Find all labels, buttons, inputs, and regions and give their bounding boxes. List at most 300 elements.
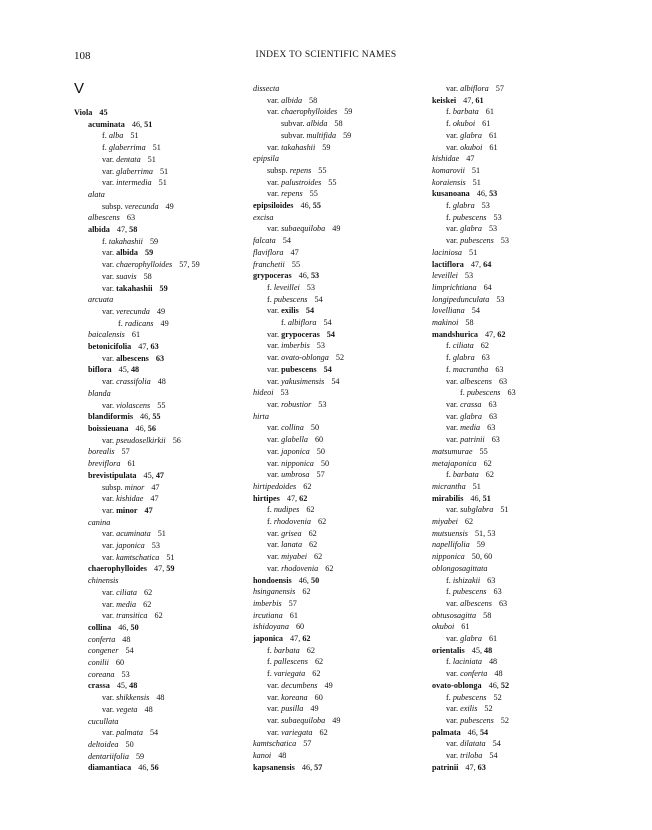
name-part: minor	[124, 482, 145, 492]
page-ref: 46,	[301, 762, 315, 772]
name-part: pubescens	[452, 587, 487, 597]
entry-pages	[150, 237, 158, 246]
page-ref: 61	[485, 107, 494, 117]
name-part: shikkensis	[116, 693, 150, 703]
entry-name	[432, 248, 462, 257]
index-entry	[253, 516, 352, 528]
entry-name	[267, 728, 313, 737]
name-part: var.	[446, 376, 461, 386]
index-entry	[432, 610, 516, 622]
index-entry	[253, 750, 352, 762]
entry-name	[102, 260, 172, 269]
name-part: subsp.	[267, 165, 290, 175]
entry-name	[432, 646, 465, 655]
page-ref: 46,	[135, 423, 148, 433]
index-entry	[432, 493, 516, 505]
name-part: conferta	[460, 669, 488, 679]
entry-pages	[117, 681, 137, 690]
entry-name	[432, 318, 458, 327]
name-part: intermedia	[116, 178, 152, 188]
page-ref: 51	[130, 131, 139, 141]
entry-name	[446, 365, 488, 374]
entry-name	[432, 540, 470, 549]
entry-name	[267, 716, 325, 725]
entry-name	[267, 552, 307, 561]
page-ref: 45,	[143, 470, 156, 480]
index-entry	[432, 270, 516, 282]
entry-name	[267, 447, 310, 456]
page-ref: 54	[305, 306, 315, 316]
name-part: subsp.	[102, 482, 125, 492]
index-entry	[74, 669, 200, 681]
page-ref: 59	[144, 248, 154, 258]
page-ref: 51	[472, 177, 481, 187]
entry-name	[267, 657, 308, 666]
page-ref: 51	[144, 119, 153, 129]
index-entry	[74, 388, 200, 400]
entry-pages	[484, 704, 492, 713]
name-part: var.	[267, 376, 282, 386]
entry-name	[432, 271, 458, 280]
page-ref: 46,	[488, 680, 501, 690]
name-part: albida	[281, 95, 303, 105]
page-ref: 54	[331, 376, 340, 386]
entry-pages	[315, 657, 323, 666]
name-part: dentariifolia	[88, 751, 129, 761]
index-entry	[74, 400, 200, 412]
name-part: hideoi	[253, 388, 274, 398]
name-part: var.	[446, 224, 461, 234]
name-part: diamantiaca	[88, 763, 132, 773]
page-ref: 63	[477, 762, 486, 772]
name-part: var.	[102, 178, 117, 188]
index-entry	[253, 294, 352, 306]
name-part: albiflora	[287, 318, 317, 328]
page-ref: 58	[309, 95, 318, 105]
page-ref: 55	[318, 165, 327, 175]
entry-pages	[116, 658, 124, 667]
name-part: okuboi	[452, 119, 476, 129]
name-part: var.	[102, 400, 117, 410]
entry-name	[253, 482, 296, 491]
index-entry	[253, 563, 352, 575]
index-entry	[253, 528, 352, 540]
entry-pages	[496, 84, 504, 93]
entry-name	[267, 400, 311, 409]
index-entry	[432, 434, 516, 446]
entry-name	[432, 96, 456, 105]
name-part: kapsanensis	[253, 762, 295, 772]
entry-name	[432, 564, 488, 573]
page-ref: 49	[332, 224, 341, 234]
name-part: betonicifolia	[88, 342, 132, 352]
entry-name	[253, 739, 296, 748]
index-entry	[432, 680, 516, 692]
entry-pages	[461, 622, 469, 631]
page-ref: 49	[332, 715, 341, 725]
name-part: exilis	[281, 306, 299, 316]
entry-pages	[317, 341, 325, 350]
index-entry	[74, 353, 200, 365]
page-ref: 53	[310, 271, 320, 281]
entry-pages	[331, 377, 339, 386]
entry-name	[88, 412, 133, 421]
name-part: var.	[102, 260, 117, 270]
entry-name	[88, 670, 115, 679]
name-part: var.	[102, 541, 117, 551]
name-part: f.	[446, 341, 453, 351]
index-entry	[74, 271, 200, 283]
page-ref: 63	[498, 376, 508, 386]
name-part: albescens	[460, 598, 492, 608]
entry-name	[267, 178, 321, 187]
entry-name	[102, 541, 145, 550]
entry-name	[253, 576, 292, 585]
entry-name	[432, 494, 463, 503]
index-entry	[74, 154, 200, 166]
entry-name	[267, 224, 325, 233]
name-part: subglabra	[460, 505, 494, 515]
entry-pages	[302, 587, 310, 596]
entry-name	[267, 306, 299, 315]
page-ref: 53	[306, 282, 315, 292]
index-entry	[253, 481, 352, 493]
entry-pages	[471, 260, 491, 269]
entry-pages	[495, 365, 503, 374]
index-entry	[253, 551, 352, 563]
entry-pages	[489, 143, 497, 152]
page-ref: 50	[310, 575, 320, 585]
name-part: excisa	[253, 212, 274, 222]
entry-pages	[334, 119, 342, 128]
name-part: variegata	[273, 669, 306, 679]
entry-name	[432, 482, 466, 491]
entry-pages	[472, 306, 480, 315]
name-part: var.	[102, 283, 117, 293]
page-ref: 54	[471, 306, 480, 316]
page-ref: 54	[323, 318, 332, 328]
entry-name	[253, 751, 271, 760]
entry-pages	[148, 155, 156, 164]
entry-pages	[132, 330, 140, 339]
entry-name	[253, 494, 280, 503]
name-part: pubescens	[273, 294, 308, 304]
index-entry	[253, 165, 352, 177]
entry-name	[88, 576, 118, 585]
index-entry	[74, 166, 200, 178]
name-part: koreana	[281, 692, 308, 702]
entry-pages	[150, 494, 158, 503]
name-part: laciniosa	[432, 247, 463, 257]
index-entry	[74, 645, 200, 657]
page-ref: 62	[302, 634, 311, 644]
name-part: var.	[102, 248, 117, 258]
entry-name	[432, 681, 482, 690]
name-part: pubescens	[460, 715, 494, 725]
page-ref: 53	[488, 224, 498, 234]
name-part: repens	[289, 165, 312, 175]
entry-name	[446, 213, 486, 222]
entry-name	[446, 669, 487, 678]
page-ref: 62	[144, 587, 153, 597]
page-ref: 59	[159, 283, 168, 293]
entry-pages	[473, 178, 481, 187]
entry-pages	[158, 529, 166, 538]
index-entry	[432, 259, 516, 271]
page-ref: 57	[121, 447, 130, 457]
name-part: crassa	[460, 399, 482, 409]
index-entry	[253, 610, 352, 622]
name-part: var.	[102, 529, 117, 539]
index-entry	[253, 188, 352, 200]
page-ref: 63	[150, 342, 159, 352]
entry-pages	[507, 388, 515, 397]
entry-pages	[158, 377, 166, 386]
index-entry	[74, 610, 200, 622]
entry-name	[102, 155, 141, 164]
name-part: takahashii	[116, 283, 153, 293]
name-part: glabra	[460, 224, 482, 234]
page-ref: 56	[150, 763, 159, 773]
entry-name	[446, 143, 482, 152]
entry-pages	[317, 447, 325, 456]
entry-pages	[280, 388, 288, 397]
name-part: glabra	[452, 353, 475, 363]
entry-name	[446, 599, 492, 608]
index-entry	[253, 364, 352, 376]
name-part: yakusimensis	[281, 376, 325, 386]
name-part: lactiflora	[432, 259, 464, 269]
entry-name	[267, 189, 303, 198]
index-entry	[74, 657, 200, 669]
index-entry	[253, 200, 352, 212]
page-ref: 50	[320, 458, 330, 468]
entry-name	[432, 459, 477, 468]
name-part: franchetii	[253, 259, 285, 269]
page-ref: 59	[135, 751, 145, 761]
index-entry	[432, 504, 516, 516]
page-ref: 48	[129, 681, 138, 691]
index-entry	[432, 83, 516, 95]
entry-pages	[493, 693, 501, 702]
index-entry	[253, 422, 352, 434]
index-entry	[253, 446, 352, 458]
entry-name	[267, 295, 307, 304]
name-part: var.	[267, 470, 282, 480]
page-ref: 62	[325, 563, 334, 573]
name-part: miyabei	[432, 517, 458, 527]
entry-name	[446, 400, 482, 409]
entry-name	[102, 693, 149, 702]
index-entry	[74, 318, 200, 330]
name-part: pubescens	[466, 388, 501, 398]
index-entry	[432, 223, 516, 235]
index-entry	[432, 177, 516, 189]
name-part: repens	[281, 189, 303, 199]
index-entry	[74, 493, 200, 505]
entry-pages	[307, 283, 315, 292]
entry-pages	[157, 401, 165, 410]
name-part: glabra	[460, 411, 482, 421]
name-part: variegata	[281, 727, 313, 737]
name-part: verecunda	[124, 201, 159, 211]
page-ref: 49	[324, 680, 333, 690]
entry-pages	[138, 763, 158, 772]
name-part: var.	[102, 166, 117, 176]
entry-pages	[320, 728, 328, 737]
name-part: f.	[118, 318, 125, 328]
name-part: epipsila	[253, 154, 279, 164]
page-ref: 55	[328, 177, 337, 187]
index-column-1	[74, 107, 200, 774]
name-part: vegeta	[116, 704, 138, 714]
page-ref: 47,	[465, 762, 478, 772]
entry-pages	[487, 423, 495, 432]
entry-pages	[321, 459, 329, 468]
entry-pages	[489, 224, 497, 233]
name-part: albida	[116, 248, 138, 258]
index-column-3	[432, 83, 516, 773]
page-ref: 47	[144, 505, 153, 515]
entry-name	[281, 119, 327, 128]
index-entry	[432, 469, 516, 481]
page-ref: 47	[151, 482, 160, 492]
page-ref: 48	[494, 669, 503, 679]
name-part: kanoi	[253, 751, 272, 761]
page-ref: 54	[125, 646, 134, 656]
entry-name	[102, 131, 123, 140]
page-ref: 54	[489, 751, 498, 761]
page-ref: 60	[314, 435, 324, 445]
entry-name	[267, 564, 318, 573]
page-ref: 57	[316, 470, 325, 480]
page-ref: 50, 60	[471, 552, 493, 562]
name-part: glaberrima	[116, 166, 153, 176]
entry-pages	[493, 213, 501, 222]
entry-pages	[481, 341, 489, 350]
entry-pages	[307, 646, 315, 655]
entry-pages	[489, 634, 497, 643]
name-part: hsinganensis	[253, 587, 296, 597]
name-part: ishidoyana	[253, 622, 289, 632]
page-ref: 51	[147, 154, 156, 164]
entry-name	[253, 599, 282, 608]
index-entry	[253, 668, 352, 680]
index-entry	[74, 517, 200, 529]
index-entry	[432, 551, 516, 563]
entry-name	[267, 365, 317, 374]
entry-pages	[465, 517, 473, 526]
entry-name	[267, 166, 311, 175]
entry-pages	[485, 330, 505, 339]
index-entry	[253, 153, 352, 165]
index-entry	[253, 656, 352, 668]
name-part: var.	[267, 715, 282, 725]
name-part: baicalensis	[88, 330, 125, 340]
page-ref: 62	[303, 481, 312, 491]
entry-pages	[173, 436, 181, 445]
name-part: ciliata	[116, 587, 138, 597]
name-part: grypoceras	[281, 329, 320, 339]
index-entry	[432, 539, 516, 551]
name-part: f.	[281, 318, 288, 328]
entry-name	[102, 377, 151, 386]
entry-pages	[144, 705, 152, 714]
page-ref: 46,	[118, 622, 131, 632]
page-ref: 46,	[467, 727, 480, 737]
index-entry	[253, 282, 352, 294]
name-part: var.	[102, 505, 117, 515]
index-column-2	[253, 83, 352, 773]
name-part: napellifolia	[432, 540, 470, 550]
index-entry	[253, 142, 352, 154]
entry-name	[88, 471, 137, 480]
name-part: borealis	[88, 447, 115, 457]
page-ref: 46,	[140, 412, 153, 422]
entry-name	[253, 763, 295, 772]
index-entry	[432, 153, 516, 165]
name-part: f.	[446, 470, 453, 480]
entry-name	[253, 388, 273, 397]
page-ref: 47	[150, 494, 159, 504]
name-part: makinoi	[432, 318, 459, 328]
name-part: acuminata	[116, 529, 151, 539]
entry-name	[446, 751, 482, 760]
index-entry	[253, 317, 352, 329]
page-ref: 46,	[138, 763, 151, 773]
page-ref: 62	[319, 727, 328, 737]
page-ref: 59	[322, 142, 331, 152]
entry-name	[267, 470, 309, 479]
page-ref: 63	[498, 598, 508, 608]
name-part: f.	[446, 212, 453, 222]
name-part: var.	[267, 224, 282, 234]
name-part: rhodovenia	[273, 517, 311, 527]
name-part: transitica	[116, 611, 148, 621]
name-part: f.	[267, 505, 274, 515]
name-part: subsp.	[102, 201, 125, 211]
entry-name	[432, 529, 468, 538]
index-entry	[74, 540, 200, 552]
index-entry	[74, 259, 200, 271]
entry-name	[432, 728, 461, 737]
index-entry	[432, 586, 516, 598]
name-part: palmata	[432, 727, 461, 737]
entry-name	[88, 740, 118, 749]
name-part: lovelliana	[432, 306, 465, 316]
index-entry	[74, 727, 200, 739]
index-entry	[74, 528, 200, 540]
entry-name	[253, 611, 283, 620]
page-ref: 48	[130, 365, 140, 375]
entry-pages	[143, 600, 151, 609]
name-part: var.	[446, 142, 461, 152]
name-part: crassifolia	[116, 377, 151, 387]
index-entry	[253, 727, 352, 739]
entry-pages	[486, 470, 494, 479]
page-ref: 48	[484, 645, 493, 655]
entry-pages	[306, 505, 314, 514]
name-part: kamtschatica	[253, 739, 297, 749]
name-part: media	[460, 423, 481, 433]
name-part: albida	[306, 119, 328, 129]
entry-pages	[144, 588, 152, 597]
name-part: hondoensis	[253, 575, 292, 585]
name-part: grypoceras	[253, 271, 292, 281]
entry-name	[88, 658, 109, 667]
name-part: decumbens	[281, 680, 318, 690]
name-part: okuboi	[432, 622, 455, 632]
